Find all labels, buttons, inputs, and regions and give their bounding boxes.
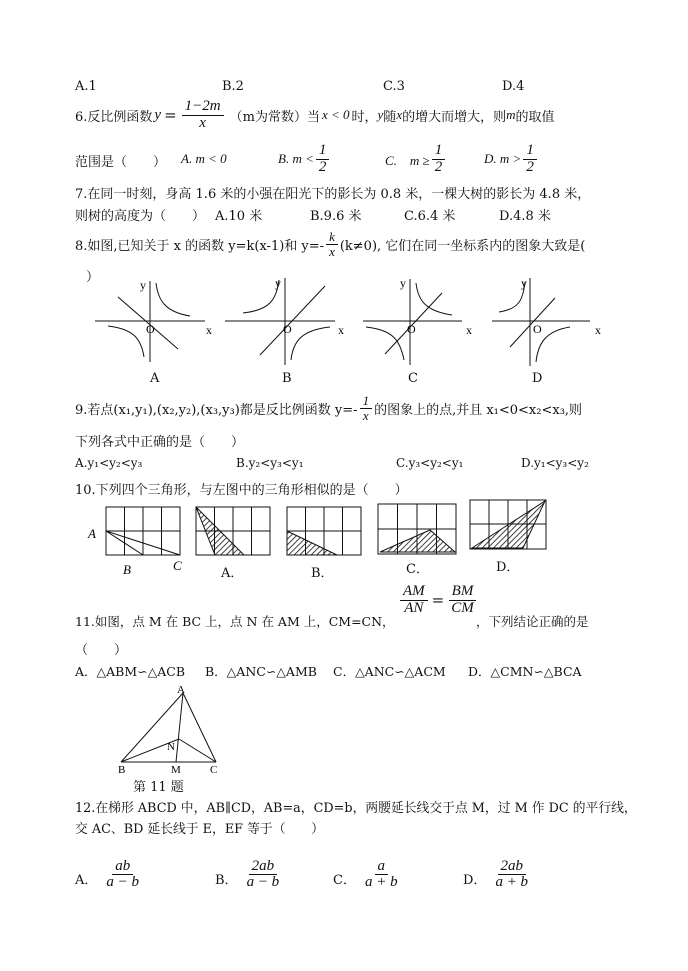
q12-option-d-frac [492, 859, 531, 892]
q10-vertex-b: B [123, 562, 131, 577]
q12-b-den: a − b [246, 874, 280, 891]
q6-option-a: A. m < 0 [181, 151, 227, 166]
q6-c-den: 2 [434, 158, 443, 175]
q8-frac-num: k [326, 230, 338, 245]
q6-x: x [396, 107, 403, 123]
q11-fig-m: M [171, 764, 181, 776]
q10-option-a: A． [221, 566, 244, 581]
q11-eq: = [431, 591, 445, 610]
q10-vertex-c: C [173, 558, 182, 573]
q8-post: (k≠0), 它们在同一坐标系内的图象大致是( [339, 238, 586, 254]
q10-option-b: B． [311, 566, 334, 581]
q9-post: 的图象上的点,并且 x₁<0<x₂<x₃,则 [374, 402, 583, 418]
q11-fig-c: C [210, 764, 218, 776]
q7-option-b: B.9.6 米 [310, 209, 362, 224]
q10-option-d: D． [496, 560, 520, 575]
q8-c-x-label: x [466, 323, 472, 337]
q12-d-num: 2ab [498, 859, 527, 876]
q11-option-a: A．△ABM∽△ACB [75, 664, 186, 679]
q8-d-origin: O [533, 322, 542, 336]
q5-option-c: C.3 [383, 79, 405, 94]
q6-fraction-num: 1−2m [182, 99, 224, 116]
q6-d-num: 1 [523, 143, 537, 160]
q11-fig-n: N [167, 741, 175, 753]
q6-cond: x < 0 [321, 107, 350, 123]
q12-option-c [333, 843, 403, 891]
q9-pre: 9.若点(x₁,y₁),(x₂,y₂),(x₃,y₃)都是反比例函数 y=- [75, 402, 358, 418]
q8-a-origin: O [146, 322, 155, 336]
q11-frac1-den: AN [404, 599, 424, 616]
q9-option-b: B.y₂<y₃<y₁ [236, 456, 304, 470]
q7-option-c: C.6.4 米 [404, 209, 456, 224]
q5-option-b: B.2 [222, 79, 244, 94]
q12-option-b-frac [244, 859, 283, 892]
q11-option-d: D．△CMN∽△BCA [468, 664, 582, 679]
q6-d-den: 2 [526, 158, 534, 175]
q6-follow: 随 [383, 109, 397, 125]
q11-frac2-num: BM [449, 584, 477, 601]
q6-tail2: 的取值 [515, 109, 555, 125]
q8-d-x-label: x [595, 323, 601, 337]
q11-frac2-den: CM [451, 599, 474, 616]
q11-pre: 11.如图，点 M 在 BC 上，点 N 在 AM 上，CM=CN， [75, 614, 395, 629]
q9-option-a: A.y₁<y₂<y₃ [75, 456, 143, 470]
q12-option-a-frac [103, 859, 142, 892]
q6-y2: y [377, 107, 384, 123]
q7-option-a: A.10 米 [215, 209, 263, 224]
q6-tail: 的增大而增大，则 [402, 109, 507, 125]
q10-text: 10.下列四个三角形，与左图中的三角形相似的是（ ） [75, 483, 408, 498]
q11-line2: （ ） [75, 643, 128, 658]
q12-line1: 12.在梯形 ABCD 中，AB∥CD，AB=a，CD=b，两腰延长线交于点 M，过 M 作 DC 的平行线， [75, 801, 637, 816]
q8-c-y-label: y [400, 276, 406, 290]
q12-option-d-label: D． [463, 873, 487, 888]
q6-fraction-den: x [199, 114, 206, 131]
q12-line2: 交 AC、BD 延长线于 E，EF 等于（ ） [75, 822, 324, 837]
q8-label-b: B [282, 371, 292, 386]
q8-b-origin: O [283, 322, 292, 336]
q6-option-d-text: D. m > [484, 151, 522, 166]
q8-b-x-label: x [338, 323, 344, 337]
q6-option-b-text: B. m < [278, 151, 314, 166]
q8-label-a: A [150, 371, 160, 386]
q11-fig-b: B [118, 764, 126, 776]
q12-b-num: 2ab [249, 859, 278, 876]
q12-option-a-label: A． [75, 873, 98, 888]
q12-a-den: a − b [106, 874, 140, 891]
q6-c-num: 1 [432, 143, 446, 160]
q11-fig-a: A [177, 684, 185, 696]
q8-a-x-label: x [206, 323, 212, 337]
q6-b-num: 1 [316, 143, 330, 160]
q8-frac-den: x [329, 243, 335, 259]
q9-frac-den: x [362, 407, 369, 423]
q5-option-d: D.4 [502, 79, 525, 94]
q6-mid: 时， [351, 109, 378, 125]
q12-a-num: ab [112, 859, 133, 876]
q7-option-d: D.4.8 米 [499, 209, 551, 224]
q11-post: ，下列结论正确的是 [476, 614, 589, 629]
q11-frac1-num: AM [400, 584, 428, 601]
q8-pre: 8.如图,已知关于 x 的函数 y=k(x-1)和 y=- [75, 238, 325, 254]
q11-option-b: B．△ANC∽△AMB [205, 664, 317, 679]
q6-prefix: 6.反比例函数 [75, 109, 153, 125]
q9-line2: 下列各式中正确的是（ ） [75, 435, 245, 450]
q7-line2-pre: 则树的高度为（ ） [75, 209, 206, 224]
q9-frac-num: 1 [360, 394, 373, 409]
q12-option-b-label: B． [215, 873, 238, 888]
q6-b-den: 2 [318, 158, 327, 175]
q11-caption: 第 11 题 [133, 780, 184, 795]
q12-d-den: a + b [495, 874, 529, 891]
q12-option-c-frac [362, 859, 401, 892]
q8-a-y-label: y [140, 278, 146, 292]
q12-c-den: a + b [364, 874, 398, 891]
q8-c-origin: O [407, 322, 416, 336]
q7-line1: 7.在同一时刻，身高 1.6 米的小强在阳光下的影长为 0.8 米，一棵大树的影长为 4.8 米， [75, 187, 591, 202]
q12-option-c-label: C． [333, 873, 356, 888]
q10-vertex-a: A [88, 526, 96, 541]
q6-y: y [154, 106, 162, 123]
q10-option-c: C． [406, 562, 429, 577]
q8-d-y-label: y [521, 276, 527, 290]
q6-line2-prefix: 范围是（ ） [75, 155, 167, 170]
q12-option-b [215, 843, 284, 891]
q6-paren: （m为常数）当 [229, 109, 320, 125]
q6-m: m [506, 107, 516, 123]
q6-eq: = [164, 106, 177, 125]
q12-c-num: a [375, 859, 389, 876]
q6-option-c-text: C. m ≥ [385, 152, 430, 168]
q9-option-d: D.y₁<y₃<y₂ [521, 456, 589, 470]
q8-line2: ） [86, 270, 100, 285]
q8-label-c: C [408, 371, 418, 386]
q11-option-c: C．△ANC∽△ACM [333, 664, 446, 679]
q5-option-a: A.1 [75, 79, 97, 94]
q8-b-y-label: y [275, 276, 281, 290]
q12-option-a [75, 843, 144, 891]
q8-label-d: D [532, 371, 543, 386]
q9-option-c: C.y₃<y₂<y₁ [396, 456, 464, 470]
q12-option-d [463, 843, 533, 891]
